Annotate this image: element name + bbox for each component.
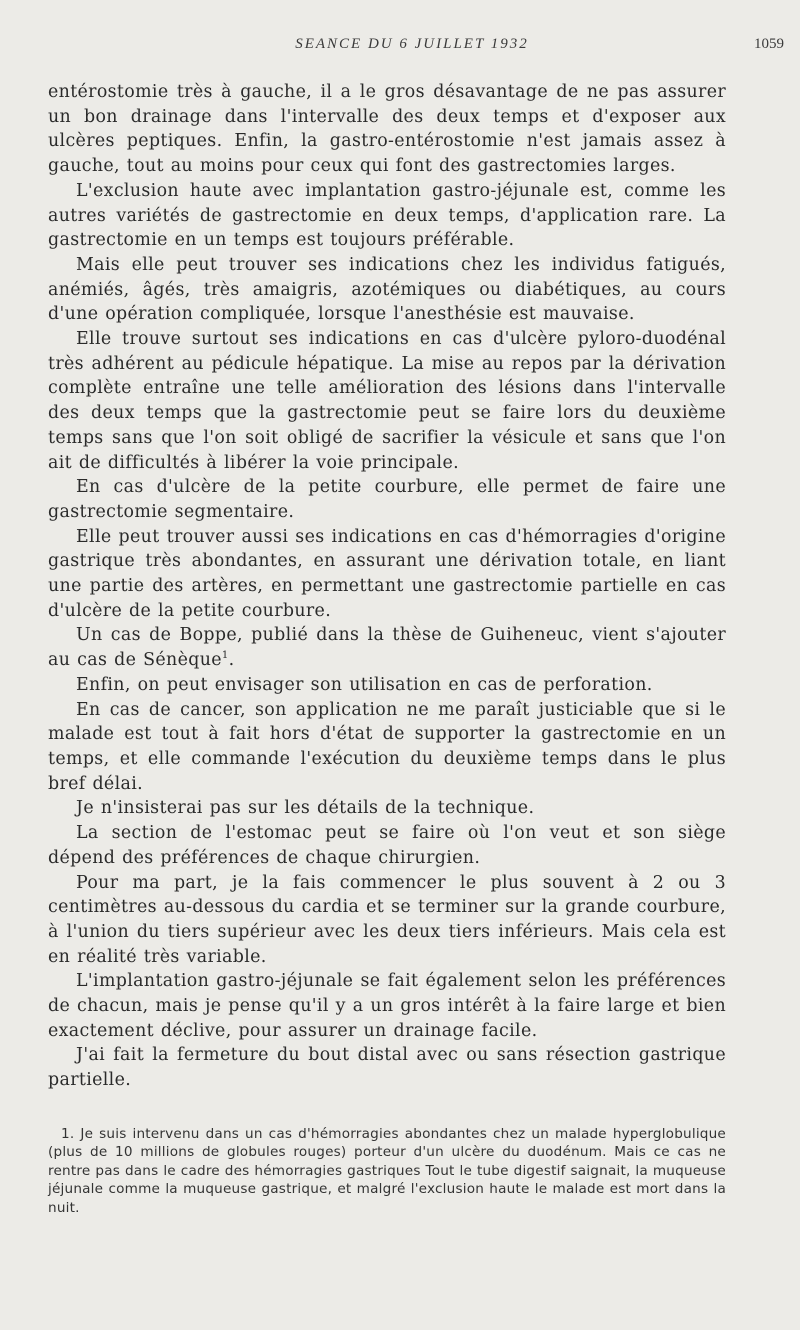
footnote: 1. Je suis intervenu dans un cas d'hémorragies abondantes chez un malade hyperglobulique (plus de 10 millions de globules rouges) porteur d'un ulcère du duodénum. Mais ce cas ne rentre pas dans le cadre des hémorragies gastriques Tout le tube digestif saignait, la muqueuse jéjunale comme la muqueuse gastrique, et malgré l'exclusion haute le malade est mort dans la nuit. [48,1126,726,1216]
paragraph: J'ai fait la fermeture du bout distal avec ou sans résection gastrique partielle. [48,1045,726,1091]
paragraph: Mais elle peut trouver ses indications chez les individus fatigués, anémiés, âgés, très amaigris, azotémiques ou diabétiques, au cours d'une opération compliquée, lorsque l'anesthésie est mauvaise. [48,254,726,325]
paragraph: Je n'insisterai pas sur les détails de la technique. [76,798,535,819]
paragraph: La section de l'estomac peut se faire où l'on veut et son siège dépend des préférences de chaque chirurgien. [48,823,726,868]
paragraph: Elle trouve surtout ses indications en cas d'ulcère pyloro-duodénal très adhérent au pédicule hépatique. La mise au repos par la dérivation complète entraîne une telle amélioration des lésions dans l'intervalle des deux temps que la gastrectomie peut se faire lors du deuxième temps sans que l'on soit obligé de sacrifier la vésicule et sans que l'on ait de difficultés à libérer la voie principale. [48,329,726,473]
page-number: 1059 [754,36,784,52]
paragraph-text: Un cas de Boppe, publié dans la thèse de Guiheneuc, vient s'ajouter au cas de Sénèque [48,625,726,671]
paragraph: L'exclusion haute avec implantation gastro-jéjunale est, comme les autres variétés de gastrectomie en deux temps, d'application rare. La gastrectomie en un temps est toujours préférable. [48,180,726,251]
body-text [48,80,726,1093]
running-header [40,36,784,58]
paragraph: L'implantation gastro-jéjunale se fait également selon les préférences de chacun, mais je pense qu'il y a un gros intérêt à la faire large et bien exactement déclive, pour assurer un drainage facile. [48,971,726,1041]
paragraph: entérostomie très à gauche, il a le gros désavantage de ne pas assurer un bon drainage dans l'intervalle des deux temps et d'exposer aux ulcères peptiques. Enfin, la gastro-entérostomie n'est jamais assez à gauche, tout au moins pour ceux qui font des gastrectomies larges. [48,82,726,177]
paragraph: Enfin, on peut envisager son utilisation en cas de perforation. [76,674,653,695]
paragraph-with-footnote-ref [48,623,726,672]
footnotes [48,1125,726,1217]
paragraph: Pour ma part, je la fais commencer le plus souvent à 2 ou 3 centimètres au-dessous du cardia et se terminer sur la grande courbure, à l'union du tiers supérieur avec les deux tiers inférieurs. Mais cela est en réalité très variable. [48,872,726,967]
paragraph: Elle peut trouver aussi ses indications en cas d'hémorragies d'origine gastrique très abondantes, en assurant une dérivation totale, en liant une partie des artères, en permettant une gastrectomie partielle en cas d'ulcère de la petite courbure. [48,526,726,621]
footnote-marker[interactable]: 1 [221,650,229,662]
paragraph: En cas d'ulcère de la petite courbure, elle permet de faire une gastrectomie segmentaire. [48,477,726,522]
running-title: SEANCE DU 6 JUILLET 1932 [295,36,529,52]
paragraph: En cas de cancer, son application ne me paraît justiciable que si le malade est tout à fait hors d'état de supporter la gastrectomie en un temps, et elle commande l'exécution du deuxième temps dans le plus bref délai. [48,699,726,794]
sentence-end: . [228,650,235,671]
